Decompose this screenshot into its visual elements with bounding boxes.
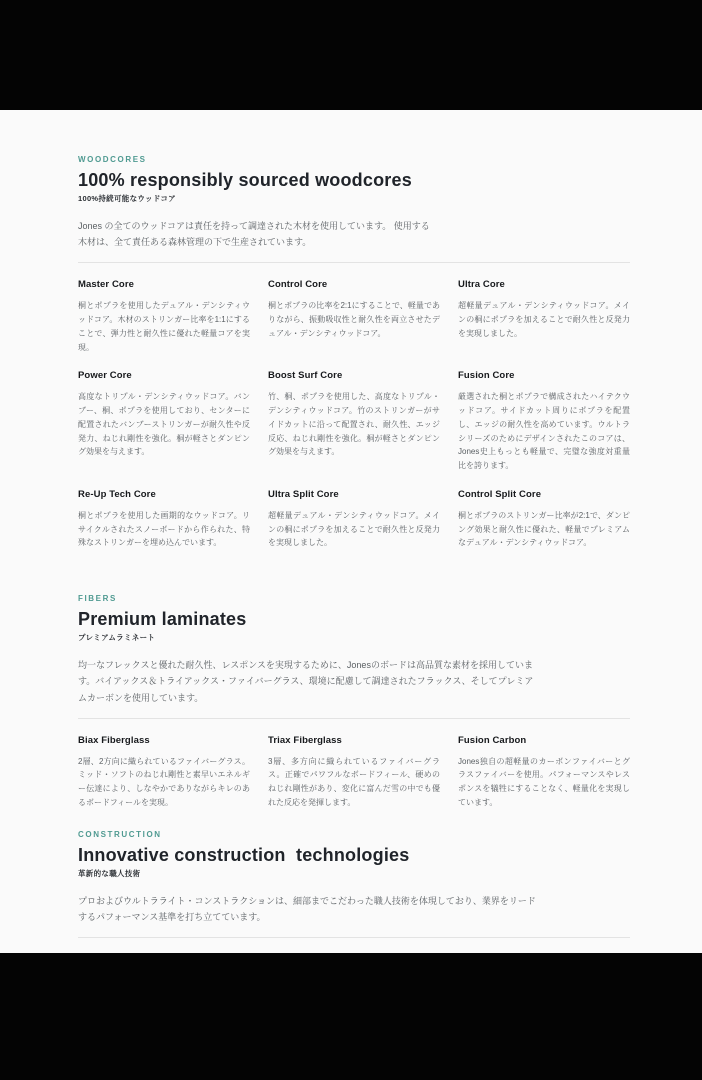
tech-item [78,719,250,810]
tech-item-description: 厳選された桐とポプラで構成されたハイテクウッドコア。サイドカット周りにポプラを配置し、エッジの耐久性を高めています。ウルトラシリーズのためにデザインされたこのコアは、Jones史上もっとも軽量で、完璧な強度対重量比を誇ります。 [458,392,630,471]
tech-item-title: Control Split Core [458,488,542,500]
tech-item [458,354,630,473]
content-page [0,110,702,953]
fibers-grid [78,719,630,810]
letterbox-top [0,0,702,110]
tech-item-title: Fusion Carbon [458,734,527,746]
woodcores-grid [78,263,630,550]
section-label: WOODCORES [78,155,147,164]
tech-item-description: 超軽量デュアル・デンシティウッドコア。メインの桐にポプラを加えることで耐久性と反発力を実現しました。 [268,510,440,548]
tech-item-title: Fusion Core [458,370,515,382]
tech-item-title: Ultra Split Core [268,488,339,500]
tech-item-description: 3層、多方向に織られているファイバーグラス。正確でパワフルなボードフィール、硬めのねじれ剛性があり、変化に富んだ雪の中でも優れた反応を発揮します。 [268,756,440,807]
tech-item-description: Jones独自の超軽量のカーボンファイバーとグラスファイバーを使用。パフォーマンスやレスポンスを犠牲にすることなく、軽量化を実現しています。 [458,756,630,807]
section-intro: 均一なフレックスと優れた耐久性、レスポンスを実現するために、Jonesのボードは高品質な素材を採用しています。バイアックス＆トライアックス・ファイバーグラス、環境に配慮して調達されたフラックス、そしてプレミアムカーボンを使用しています。 [78,660,534,703]
tech-item [78,473,250,550]
section-subtitle-jp: プレミアムラミネート [78,633,156,643]
section-fibers [78,594,630,810]
tech-item-title: Biax Fiberglass [78,734,150,746]
tech-item [78,354,250,473]
section-intro: プロおよびウルトラライト・コンストラクションは、細部までこだわった職人技術を体現しており、業界をリードするパフォーマンス基準を打ち立てています。 [78,895,536,922]
tech-item-description: 桐とポプラの比率を2:1にすることで、軽量でありながら、振動吸収性と耐久性を両立させたデュアル・デンシティウッドコア。 [268,301,440,338]
tech-item [268,263,440,354]
tech-item [78,263,250,354]
tech-item-title: Power Core [78,370,132,382]
tech-item [268,473,440,550]
tech-item [458,263,630,354]
tech-item-title: Master Core [78,279,135,291]
section-subtitle-jp: 100%持続可能なウッドコア [78,194,176,203]
tech-item-description: 高度なトリプル・デンシティウッドコア。バンブー、桐、ポプラを使用しており、センターに配置されたバンブーストリンガーが耐久性や反発力、ねじれ剛性を強化。桐が軽さとダンピング効果を与えます。 [78,392,250,457]
tech-item-title: Ultra Core [458,279,505,291]
tech-item-title: Boost Surf Core [268,370,343,382]
tech-item-title: Re-Up Tech Core [78,488,156,500]
section-woodcores [78,155,630,550]
tech-item [458,719,630,810]
section-subtitle-jp: 革新的な職人技術 [78,868,141,878]
section-label: CONSTRUCTION [78,829,162,839]
letterbox-bottom [0,953,702,1080]
tech-item-description: 桐とポプラを使用した画期的なウッドコア。リサイクルされたスノーボードから作られた、特殊なストリンガーを埋め込んでいます。 [78,510,250,548]
section-title: 100% responsibly sourced woodcores [78,170,412,190]
tech-item [458,473,630,550]
tech-item-description: 超軽量デュアル・デンシティウッドコア。メインの桐にポプラを加えることで耐久性と反発力を実現しました。 [458,301,630,338]
section-label: FIBERS [78,594,117,604]
tech-item [268,354,440,473]
tech-item-description: 竹、桐、ポプラを使用した、高度なトリプル・デンシティウッドコア。竹のストリンガーがサイドカットに沿って配置され、耐久性、エッジ反応、ねじれ剛性を強化。桐が軽さとダンピング効果を与えます。 [268,392,440,457]
section-title: Premium laminates [78,609,247,630]
tech-item-description: 桐とポプラのストリンガー比率が2:1で、ダンピング効果と耐久性に優れた、軽量でプレミアムなデュアル・デンシティウッドコア。 [458,510,630,548]
tech-item-description: 桐とポプラを使用したデュアル・デンシティウッドコア。木材のストリンガー比率を1:1にすることで、弾力性と耐久性に優れた軽量コアを実現。 [78,301,250,352]
tech-item [268,719,440,810]
tech-item-title: Control Core [268,279,328,291]
tech-item-title: Triax Fiberglass [268,734,342,746]
tech-item-description: 2層、2方向に織られているファイバーグラス。ミッド・ソフトのねじれ剛性と素早いエネルギー伝達により、しなやかでありながらキレのあるボードフィールを実現。 [78,756,250,807]
section-title: Innovative construction technologies [78,844,410,865]
section-intro: Jones の全てのウッドコアは責任を持って調達された木材を使用しています。 使用する木材は、全て責任ある森林管理の下で生産されています。 [78,221,430,248]
